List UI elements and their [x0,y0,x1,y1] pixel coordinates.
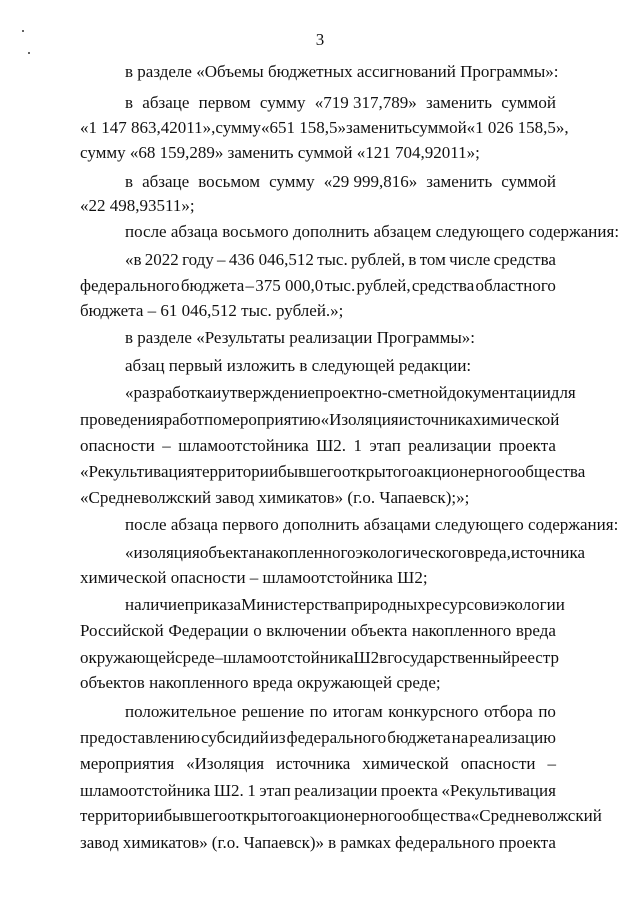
word: сумму [259,93,306,112]
word: объекта [199,543,257,562]
word: и [490,595,500,614]
word: Ш2. [316,436,346,455]
word: положительное [125,702,237,721]
word: источника [276,754,351,773]
word: в [125,93,134,112]
word: – [217,250,226,269]
word: шламоотстойника [178,436,309,455]
word: – [547,754,556,773]
word: первом [198,93,251,112]
word: субсидий [200,728,269,747]
word: решение [241,702,305,721]
word: опасности [460,754,536,773]
word: федерального [286,728,387,747]
word: в [408,250,417,269]
text-line [125,250,556,270]
word: объекта [351,621,408,640]
text-line: «22 498,93511»; [80,196,195,215]
word: акционерного [416,462,517,481]
word: «в [125,250,142,269]
text-line [80,648,559,668]
word: бюджета [180,276,245,295]
text-line [80,436,556,456]
word: абзаце [142,93,190,112]
text-line [125,702,556,722]
word: рублей, [351,250,406,269]
word: 1 [247,781,256,800]
word: году [182,250,214,269]
word: в [125,172,134,191]
word: проекта [380,781,438,800]
word: Ш2. [213,781,244,800]
word: шламоотстойника [223,648,354,667]
word: «651 158,5» [261,118,346,137]
word: по [203,410,222,429]
word: конкурсного [388,702,479,721]
word: бюджета [387,728,451,747]
text-line: бюджета – 61 046,512 тыс. рублей.»; [80,301,344,320]
word: реализацию [469,728,556,747]
text-line: в разделе «Результаты реализации Программы»: [125,328,476,347]
word: акционерного [301,806,403,825]
scan-speck [28,52,30,54]
text-line [80,621,556,641]
word: 2022 [144,250,179,269]
word: для [550,383,576,402]
word: проекта [498,833,556,852]
word: реализации [294,781,378,800]
word: «719 317,789» [314,93,417,112]
word: накопленного [256,543,356,562]
word: работ [163,410,204,429]
word: «1 147 863,42011», [80,118,216,137]
word: химической [472,410,560,429]
text-line [80,728,556,748]
word: шламоотстойника [80,781,211,800]
word: мероприятия [80,754,175,773]
word: среде [175,648,215,667]
word: источника [398,410,473,429]
word: абзаце [142,172,190,191]
word: территории [80,806,164,825]
word: вреда, [466,543,511,562]
text-line [80,754,556,774]
text-line: «Средневолжский завод химикатов» (г.о. Чапаевск);»; [80,488,470,507]
text-line: в разделе «Объемы бюджетных ассигнований Программы»: [125,62,559,81]
word: 1 [353,436,362,455]
word: мероприятию [221,410,321,429]
text-line [80,118,569,138]
word: опасности [80,436,155,455]
word: государственный [387,648,512,667]
word: Федерации [168,621,249,640]
word: ресурсов [425,595,491,614]
word: химикатов» [122,833,208,852]
word: экологического [355,543,467,562]
word: «Рекультивация [441,781,556,800]
word: этап [259,781,291,800]
word: восьмом [198,172,261,191]
word: 375 000,0 [255,276,324,295]
word: общества [516,462,586,481]
word: приказа [184,595,242,614]
word: итогам [332,702,383,721]
word: вреда [515,621,556,640]
word: в [379,648,388,667]
word: рамках [340,833,392,852]
word: «Изоляция [186,754,265,773]
text-line [125,595,565,615]
word: рублей, [356,276,411,295]
word: «Средневолжский [470,806,602,825]
word: бывшего [278,462,342,481]
text-line: после абзаца восьмого дополнить абзацем следующего содержания: [125,222,620,241]
word: общества [402,806,471,825]
word: предоставлению [80,728,200,747]
word: о [253,621,262,640]
word: по [538,702,556,721]
word: средства [411,276,475,295]
word: и [212,383,222,402]
word: суммой [501,93,556,112]
word: Чапаевск)» [243,833,325,852]
word: этап [369,436,401,455]
word: включении [266,621,347,640]
text-line: химической опасности – шламоотстойника Ш2; [80,568,428,587]
word: «29 999,816» [323,172,418,191]
word: реестр [511,648,559,667]
word: Российской [80,621,164,640]
text-line: сумму «68 159,289» заменить суммой «121 704,92011»; [80,143,480,162]
word: сумму [215,118,261,137]
scan-speck [22,30,24,32]
word: из [269,728,286,747]
word: наличие [125,595,185,614]
text-line: объектов накопленного вреда окружающей среде; [80,673,441,692]
word: накопленного [411,621,512,640]
text-line [80,781,556,801]
text-line [80,276,556,296]
word: проектно-сметной [314,383,448,402]
text-line [125,93,556,113]
word: источника [510,543,586,562]
word: утверждение [221,383,315,402]
word: суммой [501,172,556,191]
text-line [125,172,556,192]
word: средства [493,250,556,269]
word: «Рекультивация [80,462,195,481]
text-line [80,410,560,430]
word: «разработка [125,383,213,402]
word: открытого [227,806,302,825]
word: «1 026 158,5», [466,118,569,137]
text-line: абзац первый изложить в следующей редакции: [125,356,472,375]
word: проведения [80,410,164,429]
word: по [309,702,328,721]
word: – [245,276,255,295]
word: проекта [498,436,556,455]
word: областного [475,276,556,295]
page-number: 3 [315,30,325,49]
word: заменить [426,172,493,191]
word: окружающей [80,648,176,667]
word: заменить [426,93,492,112]
word: природных [344,595,426,614]
text-line [80,833,556,853]
word: тыс. [324,276,356,295]
word: числе [449,250,491,269]
word: – [214,648,224,667]
word: 436 046,512 [228,250,314,269]
word: реализации [408,436,492,455]
word: экологии [499,595,565,614]
text-line [80,462,586,482]
text-line: после абзаца первого дополнить абзацами следующего содержания: [125,515,619,534]
word: документации [447,383,551,402]
word: федерального [80,276,180,295]
word: завод [80,833,119,852]
word: территории [194,462,279,481]
word: химической [362,754,449,773]
word: отбора [483,702,533,721]
word: сумму [269,172,315,191]
word: Ш2 [353,648,380,667]
text-line [125,383,576,403]
word: на [451,728,469,747]
word: тыс. [317,250,348,269]
word: том [419,250,446,269]
word: «изоляция [125,543,200,562]
text-line [80,806,602,826]
word: – [162,436,171,455]
text-line [125,543,586,563]
word: «Изоляция [320,410,399,429]
word: открытого [341,462,417,481]
word: бывшего [163,806,228,825]
word: суммой [411,118,467,137]
word: Министерства [241,595,345,614]
word: в [328,833,337,852]
word: (г.о. [211,833,240,852]
word: федерального [395,833,495,852]
word: заменить [346,118,412,137]
